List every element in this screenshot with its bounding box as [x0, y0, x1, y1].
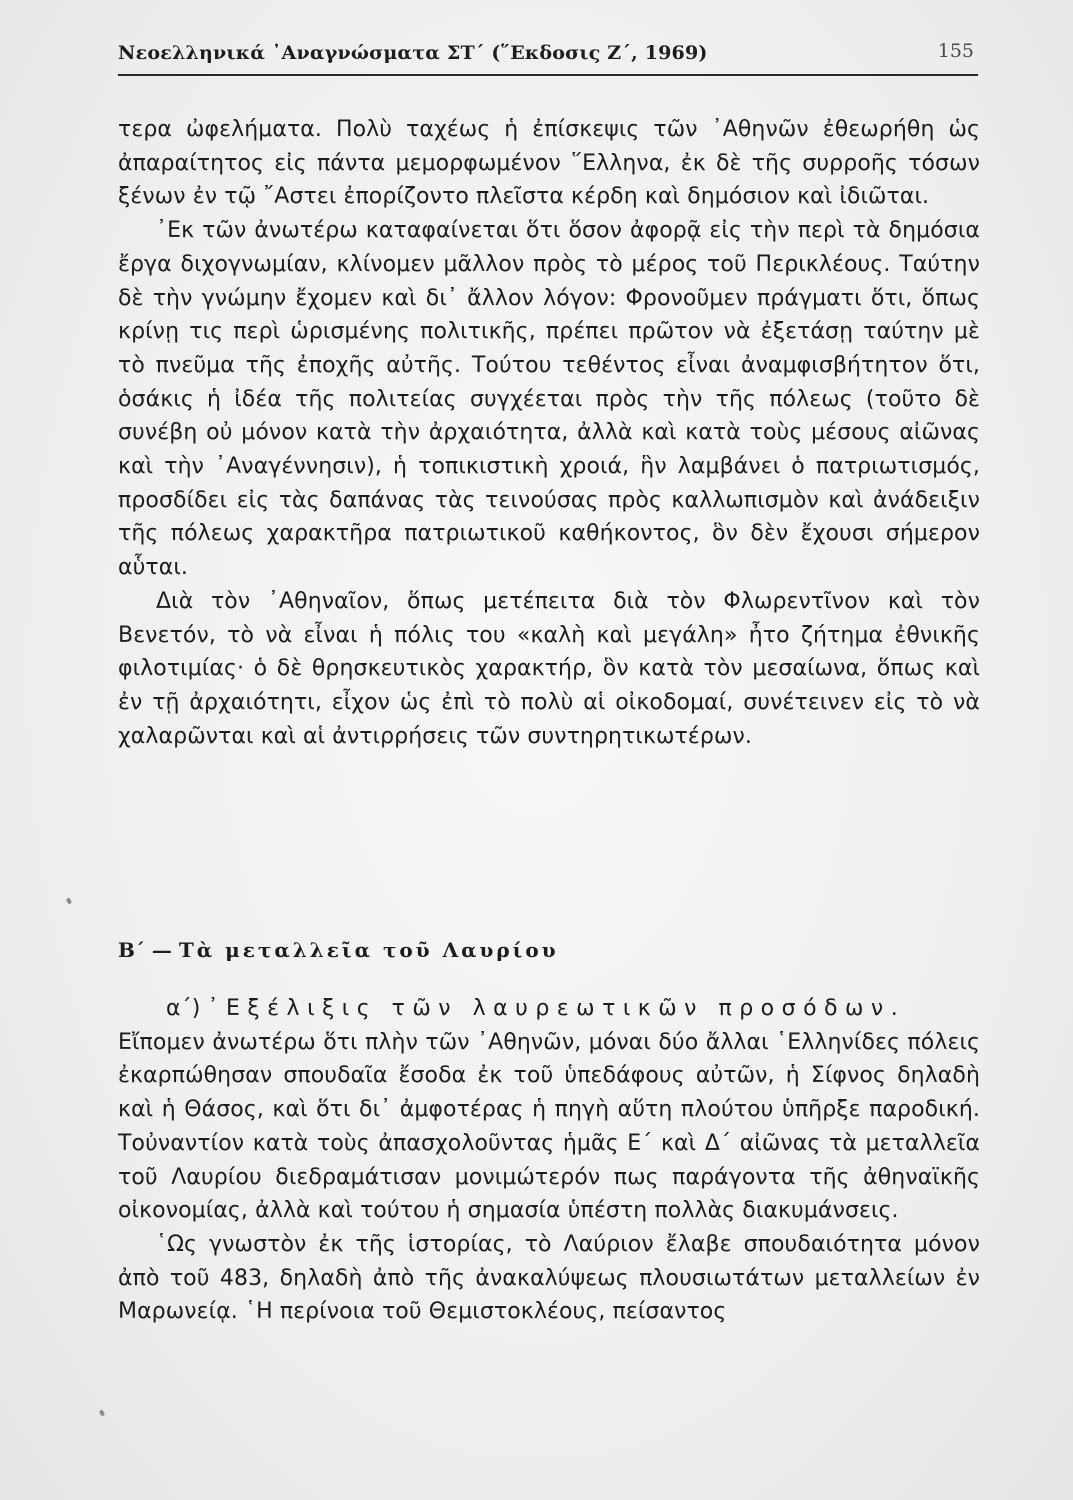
section-label: Β΄ — [118, 938, 179, 962]
paragraph-3: Διὰ τὸν ᾿Αθηναῖον, ὅπως μετέπειτα διὰ τὸν Φλωρεντῖνον καὶ τὸν Βενετόν, τὸ νὰ εἶναι ἡ πόλις του «καλὴ καὶ μεγάλη» ἦτο ζήτημα ἐθνικῆς φιλοτιμίας· ὁ δὲ θρησκευτικὸς χαρακτήρ, ὃν κατὰ τὸν μεσαίωνα, ὅπως καὶ ἐν τῇ ἀρχαιότητι, εἶχον ὡς ἐπὶ τὸ πολὺ αἱ οἰκοδομαί, συνέτεινεν εἰς τὸ νὰ χαλαρῶνται καὶ αἱ ἀντιρρήσεις τῶν συντηρητικωτέρων. [118, 588, 980, 749]
subsection-label: α΄) [166, 996, 208, 1021]
subsection-title: ᾿Εξέλιξις τῶν λαυρεωτικῶν προσόδων. [207, 996, 906, 1021]
ink-speck [66, 897, 72, 904]
subsection-heading [118, 992, 980, 1026]
body-text-part-2 [118, 992, 980, 1329]
page-number: 155 [937, 40, 974, 62]
running-header [118, 38, 978, 76]
body-text-part-1 [118, 113, 980, 753]
paragraph-5: ῾Ως γνωστὸν ἐκ τῆς ἱστορίας, τὸ Λαύριον ἔλαβε σπουδαιότητα μόνον ἀπὸ τοῦ 483, δηλαδὴ ἀπὸ τῆς ἀνακαλύψεως πλουσιωτάτων μεταλλείων ἐν Μαρωνείᾳ. ῾Η περίνοια τοῦ Θεμιστοκλέους, πείσαντος [118, 1231, 980, 1325]
paragraph-4: Εἴπομεν ἀνωτέρω ὅτι πλὴν τῶν ᾿Αθηνῶν, μόναι δύο ἄλλαι ῾Ελληνίδες πόλεις ἐκαρπώθησαν σπουδαῖα ἔσοδα ἐκ τοῦ ὑπεδάφους αὐτῶν, ἡ Σίφνος δηλαδὴ καὶ ἡ Θάσος, καὶ ὅτι δι᾿ ἀμφοτέρας ἡ πηγὴ αὕτη πλούτου ὑπῆρξε παροδική. Τοὐναντίον κατὰ τοὺς ἀπασχολοῦντας ἡμᾶς Ε΄ καὶ Δ΄ αἰῶνας τὰ μεταλλεῖα τοῦ Λαυρίου διεδραμάτισαν μονιμώτερόν πως παράγοντα τῆς ἀθηναϊκῆς οἰκονομίας, ἀλλὰ καὶ τούτου ἡ σημασία ὑπέστη πολλὰς διακυμάνσεις. [118, 1029, 980, 1224]
paragraph-2: ᾿Εκ τῶν ἀνωτέρω καταφαίνεται ὅτι ὅσον ἀφορᾷ εἰς τὴν περὶ τὰ δημόσια ἔργα διχογνωμίαν, κλίνομεν μᾶλλον πρὸς τὸ μέρος τοῦ Περικλέους. Ταύτην δὲ τὴν γνώμην ἔχομεν καὶ δι᾿ ἄλλον λόγον: Φρονοῦμεν πράγματι ὅτι, ὅπως κρίνῃ τις περὶ ὡρισμένης πολιτικῆς, πρέπει πρῶτον νὰ ἐξετάσῃ ταύτην μὲ τὸ πνεῦμα τῆς ἐποχῆς αὐτῆς. Τούτου τεθέντος εἶναι ἀναμφισβήτητον ὅτι, ὁσάκις ἡ ἰδέα τῆς πολιτείας συγχέεται πρὸς τὴν τῆς πόλεως (τοῦτο δὲ συνέβη οὐ μόνον κατὰ τὴν ἀρχαιότητα, ἀλλὰ καὶ κατὰ τοὺς μέσους αἰῶνας καὶ τὴν ᾿Αναγέννησιν), ἡ τοπικιστικὴ χροιά, ἣν λαμβάνει ὁ πατριωτισμός, προσδίδει εἰς τὰς δαπάνας τὰς τεινούσας πρὸς καλλωπισμὸν καὶ ἀνάδειξιν τῆς πόλεως χαρακτῆρα πατριωτικοῦ καθήκοντος, ὃν δὲν ἔχουσι σήμερον αὗται. [118, 218, 980, 581]
header-title: Νεοελληνικά ᾿Αναγνώσματα ΣΤ΄ (῞Εκδοσις Ζ΄, 1969) [118, 42, 708, 64]
ink-speck [99, 1409, 105, 1416]
section-title: Τὰ μεταλλεῖα τοῦ Λαυρίου [178, 938, 559, 962]
paragraph-1: τερα ὠφελήματα. Πολὺ ταχέως ἡ ἐπίσκεψις τῶν ᾿Αθηνῶν ἐθεωρήθη ὡς ἀπαραίτητος εἰς πάντα μεμορφωμένον ῞Ελληνα, ἐκ δὲ τῆς συρροῆς τόσων ξένων ἐν τῷ ῎Αστει ἐπορίζοντο πλεῖστα κέρδη καὶ δημόσιον καὶ ἰδιῶται. [118, 117, 980, 210]
section-heading [118, 938, 559, 962]
